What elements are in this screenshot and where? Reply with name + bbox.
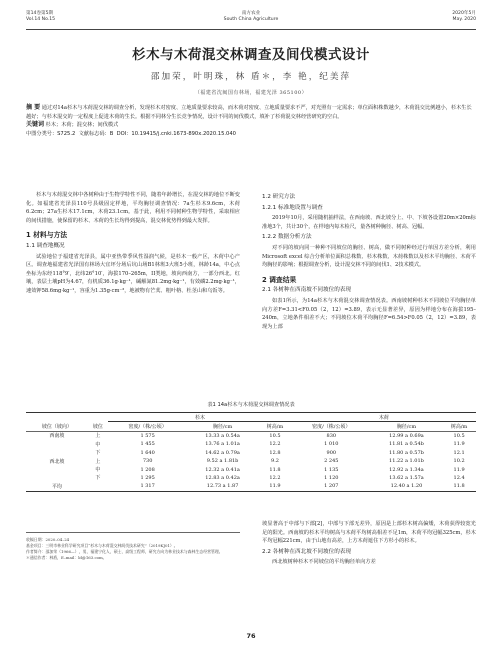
table-row — [26, 449, 476, 457]
classification — [26, 130, 476, 139]
table-cell: 13.76 a 1.01a — [205, 441, 240, 448]
table-cell: 西北坡 — [49, 458, 65, 465]
date-en: May. 2020 — [452, 17, 476, 22]
table-cell: 730 — [142, 458, 153, 465]
table-cell: 12.2 — [269, 441, 281, 448]
table-cell: 下 — [95, 475, 101, 482]
intro-paragraph: 杉木与木荷混交林中各树种由于生物学特性不同，随着年龄增长，在混交林的地位不断变化。如福建省光泽县110号县级固定样地，平均胸径调查情况：7a生杉木9.6cm，木荷6.2cm；27a生杉木17.1cm，木荷23.1cm。基于此，利用不同树种生物学特性，采取相应的间伐措施，使保留的杉木、木荷的生长均得到提高，混交林优势得到最大发挥。 — [26, 192, 240, 224]
northwest-paragraph: 西北坡树种杉木不同坡位的平均胸径单向方差 — [272, 559, 376, 566]
table-cell: 12.32 a 0.41a — [205, 466, 240, 473]
col-header: 坡位（坡向） — [26, 422, 88, 431]
subsection-heading-2-1: 2.1 各树种在西南坡不同坡位的表现 — [262, 287, 351, 294]
table-cell: 10.5 — [269, 432, 281, 439]
cls-label: 中图分类号： — [26, 130, 58, 137]
abstract — [26, 104, 476, 121]
volume-en: Vol.14 No.15 — [26, 17, 56, 22]
table-cell: 10.5 — [453, 432, 465, 439]
table-row — [26, 440, 476, 448]
table-cell: 1 317 — [108, 482, 187, 491]
table-cell: 11.9 — [453, 466, 465, 473]
table-cell: 中 — [95, 467, 101, 474]
table-row — [26, 465, 476, 473]
footnote-funding: 基金项目：三明市林业科学研究项目“杉木与木荷混交林间伐技术研究”（2019KJ01）。 — [26, 543, 178, 548]
table-cell: 上 — [95, 458, 101, 465]
right-column-continued — [262, 520, 476, 567]
table-cell — [26, 449, 88, 457]
section-heading-2: 2 调查结果 — [262, 275, 297, 284]
header-rule — [26, 29, 476, 30]
site-description-paragraph: 试验地位于福建省光泽县，属中亚热带季风性湿润气候，是杉木一般产区，木荷中心产区。调查地福建省光泽国有林场大宜坪分场后坑山场B1林班3大班5小班，林龄14a，中心点坐标为东经118°9′，北纬26°10′，海拔170–265m，II类地，坡向西南方，一部分西北。红壤，表层土壤pH为4.67，有机质36.1g·kg⁻¹，碱解氮81.2mg·kg⁻¹，有效磷2.2mg·kg⁻¹，速效钾58.6mg·kg⁻¹，容重为1.35g·cm⁻³，地被物有芒萁、粗叶榕、杜茎山和乌饭等。 — [26, 253, 240, 294]
table-cell: 10.2 — [453, 458, 465, 465]
table-cell: 12.8 — [269, 449, 281, 456]
cls-value: S725.2 — [57, 130, 76, 137]
volume-cn: 第14卷第5期 — [26, 11, 54, 16]
table-cell: 2 245 — [324, 458, 339, 465]
survey-table — [26, 412, 476, 492]
keywords-text: 杉木；木荷；混交林；间伐模式 — [45, 122, 119, 129]
table-cell: 1 208 — [140, 466, 155, 473]
table-cell: 14.62 a 0.79a — [205, 449, 240, 456]
sampling-paragraph: 2019年10月，采用随机抽样法，在西南坡、西北坡分上、中、下坡各设置20m×20m标准地3个，共计30个，在样地内每木检尺，量各树种胸径、树高、冠幅。 — [262, 215, 476, 230]
table-cell: 11.8 — [442, 482, 476, 491]
table-cell: 11.8 — [269, 466, 281, 473]
table-cell — [26, 440, 88, 448]
table-cell: 12.2 — [269, 474, 281, 481]
table-group-header — [26, 413, 476, 422]
affiliation: （福建省沈闽国有林场，福建光泽 365100） — [194, 90, 308, 96]
table-cell: 1 135 — [324, 466, 339, 473]
group-label-fir: 杉木 — [108, 413, 292, 422]
table-cell: 1 455 — [140, 441, 155, 448]
table-cell — [88, 482, 109, 491]
table-header-row — [26, 422, 476, 431]
table-cell: 12.40 a 1.20 — [371, 482, 443, 491]
doi-label: DOI： — [116, 130, 132, 137]
keywords — [26, 121, 476, 130]
table-cell: 1 207 — [292, 482, 371, 491]
col-header: 胸径/cm — [371, 422, 443, 431]
table-cell: 上 — [95, 433, 101, 440]
table-cell: 830 — [326, 432, 337, 439]
col-header: 胸径/cm — [187, 422, 258, 431]
table-cell: 9.2 — [271, 458, 279, 465]
subsection-heading-1-1: 1.1 调查地概况 — [26, 242, 65, 249]
table-row — [26, 431, 476, 440]
table-cell: 12.92 a 1.34a — [389, 466, 424, 473]
footnote-author-bio: 作者简介：邵加荣（1966—），男，福建宁化人，硕士，高级工程师，研究方向为林业技术与森林生态经营管理。 — [26, 549, 223, 554]
col-header: 树高/m — [442, 422, 476, 431]
header-center — [26, 11, 476, 23]
date-cn: 2020年5月 — [452, 11, 476, 16]
doc-label: 文献标志码： — [78, 130, 110, 137]
footnote-received: 收稿日期：2020–04–24 — [26, 537, 70, 542]
table-cell: 12.73 a 1.87 — [187, 482, 258, 491]
table-cell: 11.80 a 0.57b — [389, 449, 424, 456]
table-cell: 11.9 — [258, 482, 292, 491]
table-cell: 13.33 a 0.54a — [205, 432, 240, 439]
subsection-heading-1-2: 1.2 研究方法 — [262, 194, 296, 200]
table-cell: 11.22 a 1.01b — [389, 458, 424, 465]
abstract-block — [26, 104, 476, 138]
table-cell: 1 295 — [140, 474, 155, 481]
doi-value: 10.19415/j.cnki.1673-890x.2020.15.040 — [131, 130, 236, 137]
table-cell: 1 120 — [324, 474, 339, 481]
abstract-label: 摘 要 — [26, 104, 41, 111]
journal-en: South China Agriculture — [223, 17, 279, 22]
table-cell: 12.1 — [453, 449, 465, 456]
running-header — [26, 11, 476, 31]
section-heading-1: 1 材料与方法 — [26, 231, 68, 240]
table-cell: 12.83 a 0.42a — [205, 474, 240, 481]
table-row — [26, 482, 476, 491]
subsection-heading-2-2: 2.2 各树种在西北坡不同坡位的表现 — [262, 548, 351, 555]
article-title: 杉木与木荷混交林调查及间伐模式设计 — [132, 48, 370, 63]
table-row — [26, 457, 476, 465]
table-cell: 中 — [95, 441, 101, 448]
header-right — [452, 11, 476, 23]
left-column — [26, 191, 240, 296]
table-cell: 11.81 a 0.54b — [389, 441, 424, 448]
table-cell: 平均 — [26, 482, 88, 491]
col-header: 密度/（株/公顷） — [108, 422, 187, 431]
abstract-text: 通过对14a杉木与木荷混交林的调查分析，发现杉木对密度、立地质量要求较高，而木荷对密度、立地质量要求不严，对光照有一定需求；单位面积株数越少，木荷混交比例越小，杉木生长越好；与杉木混交的一定程度上促进木荷的生长。根据不同林分生长竞争情况，设计不同的间伐模式，填补了杉荷混交林经营研究的空白。 — [26, 105, 472, 120]
doc-value: B — [109, 130, 114, 137]
analysis-paragraph: 对不同的坡向同一种种不同坡位的胸径、树高，做不同树种经过行单因方差分析，利用Microsoft excel 综合分析单位面积总株数、杉木株数、木荷株数以及杉木平均胸径、木荷平均胸径的影响；根据调查分析，设计混交林不同的间伐1、2技术模式。 — [262, 244, 476, 269]
table-cell — [26, 465, 88, 473]
right-column — [262, 191, 476, 331]
subsection-heading-1-2-2: 1.2.2 数据分析方法 — [262, 234, 312, 241]
col-header: 树高/m — [258, 422, 292, 431]
page-number: 76 — [246, 632, 256, 640]
author-list: 邵加荣，叶明珠，林 盾＊，李 艳，纪美萍 — [150, 72, 352, 82]
table-cell: 1 575 — [140, 432, 155, 439]
table-cell: 1 640 — [140, 449, 155, 456]
results-paragraph: 如表1所示，为14a杉木与木荷混交林调查情况表。西南坡树种杉木不同坡位平均胸径单向方差F=3.31<F0.05（2，12）=3.89，表示无显著差异，原因为样地分布在海拔195–240m，立地条件相差不大；不同坡位木荷平均胸径F=6.54>F0.05（2，12）=3.89，表现为上部 — [262, 297, 476, 330]
col-header: 坡位 — [88, 422, 109, 431]
group-label-schima: 木荷 — [292, 413, 476, 422]
footnote-corresponding: ＊通信作者：林盾，E–mail：ld@163.com。 — [26, 555, 107, 560]
col-header: 密度/（株/公顷） — [292, 422, 371, 431]
table-body — [26, 431, 476, 491]
table-cell: 1 010 — [324, 441, 339, 448]
table-cell: 12.99 a 0.69a — [389, 432, 424, 439]
table-row — [26, 474, 476, 482]
table-cell: 下 — [95, 450, 101, 457]
table-cell: 11.9 — [453, 441, 465, 448]
table-cell: 12.4 — [453, 474, 465, 481]
table-caption: 表1 14a杉木与木荷混交林调查情况表 — [207, 402, 295, 408]
table-cell: 900 — [326, 449, 337, 456]
keywords-label: 关键词 — [26, 121, 45, 129]
footnote-block — [26, 532, 240, 561]
subsection-heading-1-2-1: 1.2.1 标准地设置与调查 — [262, 204, 323, 211]
continued-paragraph: 坡显著高于中部与下部[2]，中部与下部无差异，原因是上部杉木树高偏矮，木荷获得较宽光足的阳光。西南坡的杉木平均树高与木荷平均树高相差不足1m，木荷平均冠幅325cm，杉木平均冠幅221cm，由于山地有高差，上方木荷遮住下方杉小的杉木。 — [262, 521, 476, 545]
table-cell: 西南坡 — [49, 433, 65, 440]
table-cell: 13.62 a 1.57a — [389, 474, 424, 481]
table-cell: 9.52 a 1.81b — [206, 458, 239, 465]
table-cell — [26, 474, 88, 482]
journal-cn: 南方农业 — [241, 11, 261, 16]
